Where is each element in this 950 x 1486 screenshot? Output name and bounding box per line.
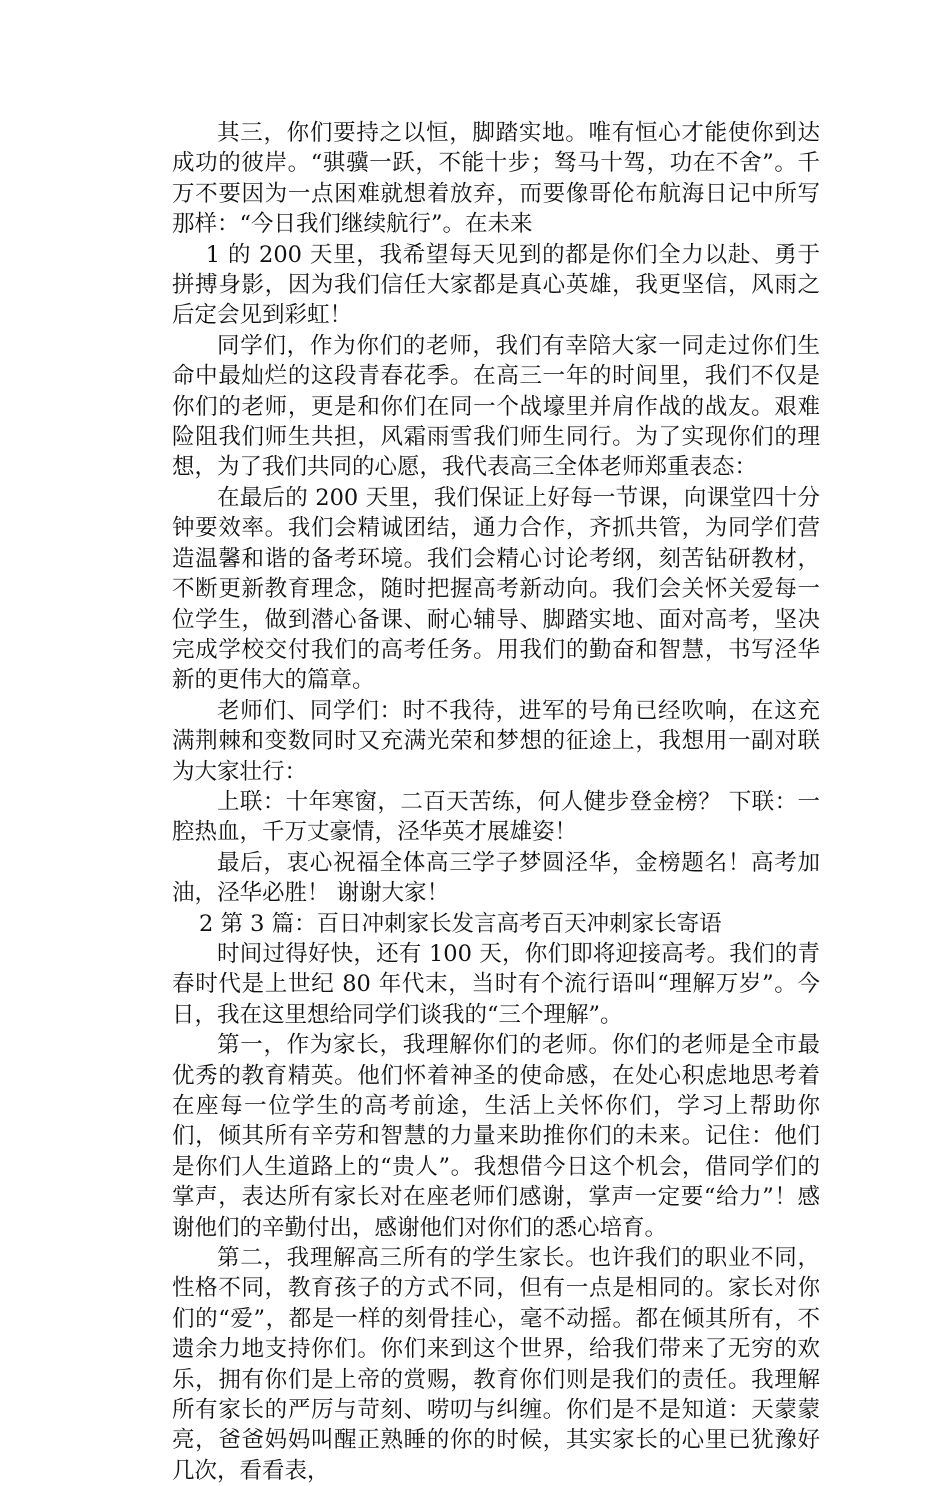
paragraph-200-days: 1 的 200 天里，我希望每天见到的都是你们全力以赴、勇于拼搏身影，因为我们信任大家都是真心英雄，我更坚信，风雨之后定会见到彩虹！ (172, 241, 820, 329)
paragraph-understanding-parents: 第二，我理解高三所有的学生家长。也许我们的职业不同，性格不同，教育孩子的方式不同，但有一点是相同的。家长对你们的“爱”，都是一样的刻骨挂心，毫不动摇。都在倾其所有，不遗余力地支持你们。你们来到这个世界，给我们带来了无穷的欢乐，拥有你们是上帝的赏赐，教育你们则是我们的责任。我理解所有家长的严厉与苛刻、唠叨与纠缠。你们是不是知道：天蒙蒙亮，爸爸妈妈叫醒正熟睡的你的时候，其实家长的心里已犹豫好几次，看看表， (172, 1245, 820, 1484)
paragraph-closing-wishes: 最后，衷心祝福全体高三学子梦圆泾华，金榜题名！高考加油，泾华必胜！ 谢谢大家！ (172, 849, 820, 907)
paragraph-understanding-teachers: 第一，作为家长，我理解你们的老师。你们的老师是全市最优秀的教育精英。他们怀着神圣的使命感，在处心积虑地思考着在座每一位学生的高考前途，生活上关怀你们，学习上帮助你们，倾其所有辛劳和智慧的力量来助推你们的未来。记住：他们是你们人生道路上的“贵人”。我想借今日这个机会，借同学们的掌声，表达所有家长对在座老师们感谢，掌声一定要“给力”！感谢他们的辛勤付出，感谢他们对你们的悉心培育。 (172, 1032, 820, 1241)
paragraph-parent-intro: 时间过得好快，还有 100 天，你们即将迎接高考。我们的青春时代是上世纪 80 年代末，当时有个流行语叫“理解万岁”。今日，我在这里想给同学们谈我的“三个理解”。 (172, 940, 820, 1028)
paragraph-teachers-pledge-intro: 同学们，作为你们的老师，我们有幸陪大家一同走过你们生命中最灿烂的这段青春花季。在高三一年的时间里，我们不仅是你们的老师，更是和你们在同一个战壕里并肩作战的战友。艰难险阻我们师生共担，风霜雨雪我们师生同行。为了实现你们的理想，为了我们共同的心愿，我代表高三全体老师郑重表态： (172, 332, 820, 481)
document-body (172, 118, 820, 1486)
section-heading: 2 第 3 篇：百日冲刺家长发言高考百天冲刺家长寄语 (199, 910, 722, 937)
paragraph-couplet: 上联：十年寒窗，二百天苦练，何人健步登金榜？ 下联：一腔热血，千万丈豪情，泾华英才展雄姿！ (172, 788, 820, 846)
paragraph-perseverance: 其三，你们要持之以恒，脚踏实地。唯有恒心才能使你到达成功的彼岸。“骐骥一跃，不能十步；驽马十驾，功在不舍”。千万不要因为一点困难就想着放弃，而要像哥伦布航海日记中所写那样：“今日我们继续航行”。在未来 (172, 120, 820, 238)
paragraph-teachers-pledge: 在最后的 200 天里，我们保证上好每一节课，向课堂四十分钟要效率。我们会精诚团结，通力合作，齐抓共管，为同学们营造温馨和谐的备考环境。我们会精心讨论考纲，刻苦钻研教材，不断更新教育理念，随时把握高考新动向。我们会关怀关爱每一位学生，做到潜心备课、耐心辅导、脚踏实地、面对高考，坚决完成学校交付我们的高考任务。用我们的勤奋和智慧，书写泾华新的更伟大的篇章。 (172, 484, 820, 694)
paragraph-couplet-intro: 老师们、同学们：时不我待，进军的号角已经吹响，在这充满荆棘和变数同时又充满光荣和梦想的征途上，我想用一副对联为大家壮行： (172, 697, 820, 785)
